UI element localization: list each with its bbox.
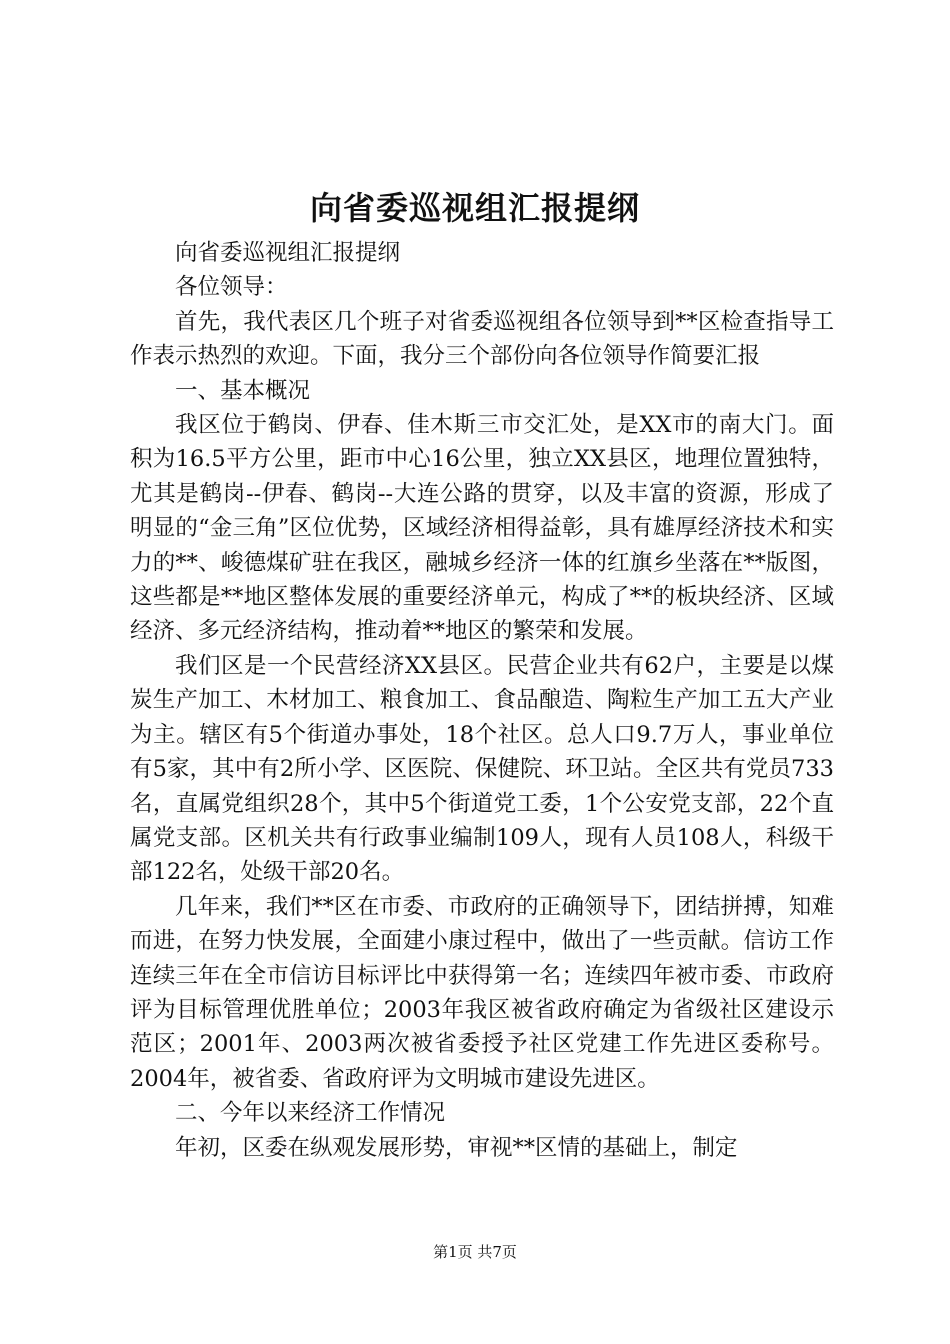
- document-title: 向省委巡视组汇报提纲: [309, 189, 640, 227]
- paragraph-salutation: 各位领导：: [175, 274, 288, 301]
- paragraph-private-economy: 我们区是一个民营经济XX县区。民营企业共有62户，主要是以煤炭生产加工、木材加工、粮食加工、食品酿造、陶粒生产加工五大产业为主。辖区有5个街道办事处，18个社区。总人口9.7万人，事业单位有5家，其中有2所小学、区医院、保健院、环卫站。全区共有党员733名，直属党组织28个，其中5个街道党工委，1个公安党支部，22个直属党支部。区机关共有行政事业编制109人，现有人员108人，科级干部122名，处级干部20名。: [130, 652, 834, 886]
- section-heading-economy: 二、今年以来经济工作情况: [175, 1100, 446, 1127]
- paragraph-subtitle: 向省委巡视组汇报提纲: [175, 240, 401, 266]
- paragraph-year-start: 年初，区委在纵观发展形势，审视**区情的基础上，制定: [175, 1134, 738, 1161]
- paragraph-achievements: 几年来，我们**区在市委、市政府的正确领导下，团结拼搏，知难而进，在努力快发展，全面建小康过程中，做出了一些贡献。信访工作连续三年在全市信访目标评比中获得第一名；连续四年被市委、市政府评为目标管理优胜单位；2003年我区被省政府确定为省级社区建设示范区；2001年、2003两次被省委授予社区党建工作先进区委称号。2004年，被省委、省政府评为文明城市建设先进区。: [130, 893, 834, 1092]
- page-number-footer: 第1页 共7页: [433, 1243, 517, 1261]
- section-heading-overview: 一、基本概况: [175, 377, 311, 404]
- paragraph-location: 我区位于鹤岗、伊春、佳木斯三市交汇处，是XX市的南大门。面积为16.5平方公里，距市中心16公里，独立XX县区，地理位置独特，尤其是鹤岗--伊春、鹤岗--大连公路的贯穿，以及丰富的资源，形成了明显的“金三角”区位优势，区域经济相得益彰，具有雄厚经济技术和实力的**、峻德煤矿驻在我区，融城乡经济一体的红旗乡坐落在**版图，这些都是**地区整体发展的重要经济单元，构成了**的板块经济、区域经济、多元经济结构，推动着**地区的繁荣和发展。: [130, 412, 834, 645]
- document-body: [130, 236, 834, 1165]
- paragraph-opening: 首先，我代表区几个班子对省委巡视组各位领导到**区检查指导工作表示热烈的欢迎。下面，我分三个部份向各位领导作简要汇报: [130, 308, 834, 370]
